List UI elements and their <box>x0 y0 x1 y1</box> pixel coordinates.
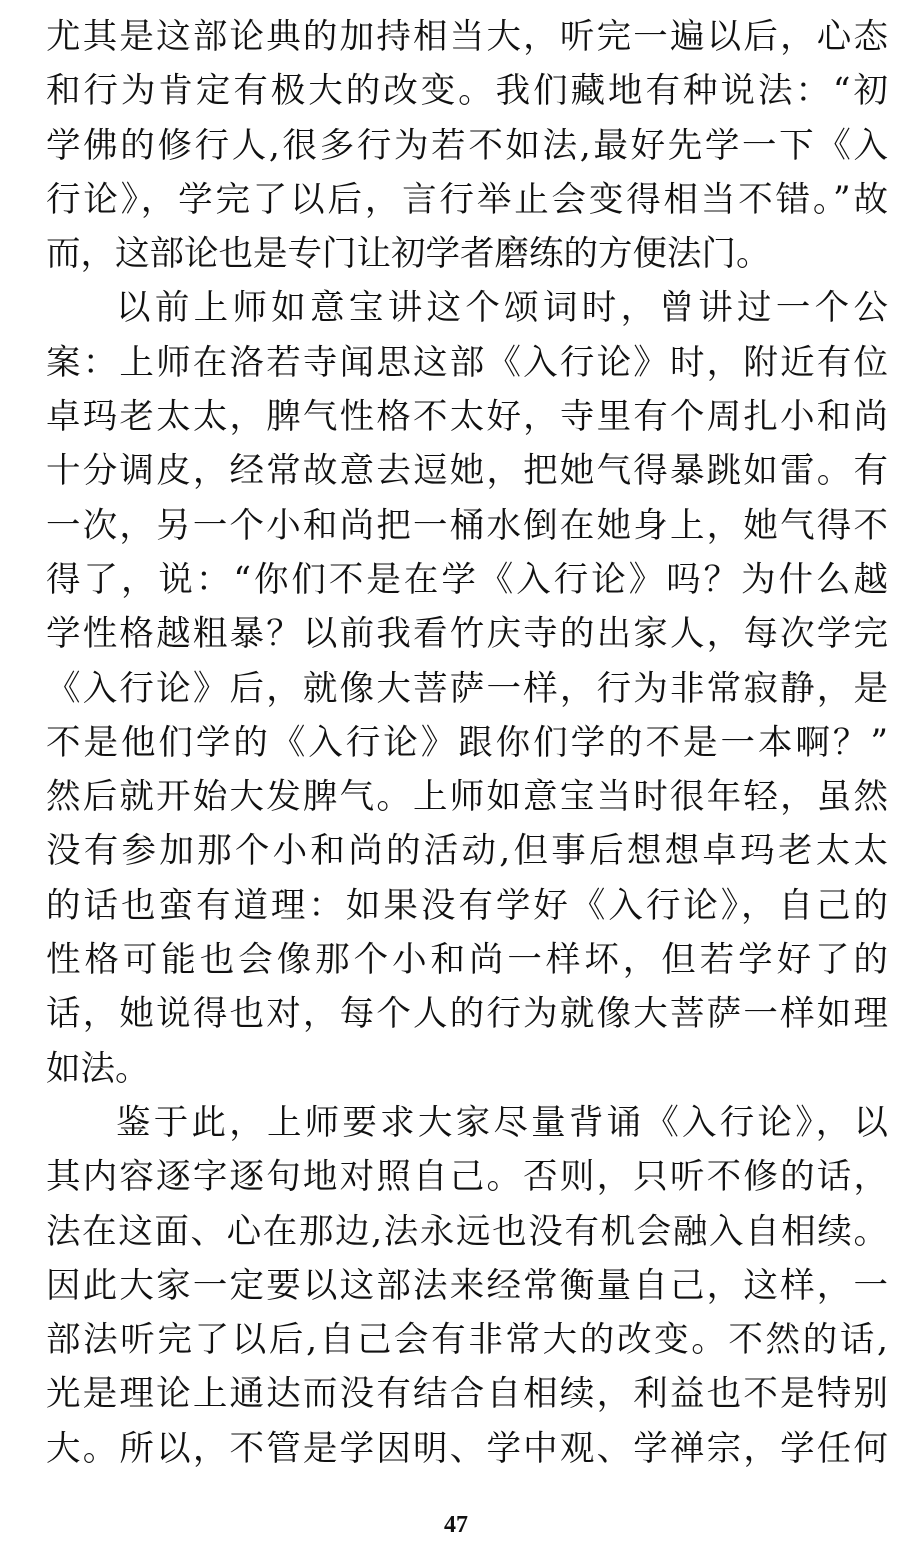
text-line: 没有参加那个小和尚的活动,但事后想想卓玛老太太 <box>46 831 888 872</box>
paragraph <box>46 10 888 281</box>
text-line: 一次，另一个小和尚把一桶水倒在她身上，她气得不 <box>46 505 888 546</box>
text-line: 卓玛老太太，脾气性格不太好，寺里有个周扎小和尚 <box>46 397 888 438</box>
paragraph <box>46 281 888 1095</box>
text-line: 和行为肯定有极大的改变。我们藏地有种说法：“初 <box>46 71 888 112</box>
text-line: 不是他们学的《入行论》跟你们学的不是一本啊？” <box>46 722 888 763</box>
page-number: 47 <box>444 1512 468 1538</box>
text-line: 话，她说得也对，每个人的行为就像大菩萨一样如理 <box>46 994 888 1035</box>
text-line: 案：上师在洛若寺闻思这部《入行论》时，附近有位 <box>46 342 888 383</box>
text-line: 学佛的修行人,很多行为若不如法,最好先学一下《入 <box>46 125 888 166</box>
text-line: 性格可能也会像那个小和尚一样坏，但若学好了的 <box>46 940 888 981</box>
text-line: 的话也蛮有道理：如果没有学好《入行论》，自己的 <box>46 885 888 926</box>
text-line: 鉴于此，上师要求大家尽量背诵《入行论》，以 <box>116 1102 888 1143</box>
text-line: 部法听完了以后,自己会有非常大的改变。不然的话, <box>46 1320 888 1361</box>
text-line: 光是理论上通达而没有结合自相续，利益也不是特别 <box>46 1374 888 1415</box>
text-line: 如法。 <box>46 1048 150 1089</box>
text-line: 行论》，学完了以后，言行举止会变得相当不错。”故 <box>46 179 888 220</box>
text-line: 尤其是这部论典的加持相当大，听完一遍以后，心态 <box>46 17 888 57</box>
text-line: 因此大家一定要以这部法来经常衡量自己，这样，一 <box>46 1265 888 1306</box>
text-line: 而，这部论也是专门让初学者磨练的方便法门。 <box>46 234 771 275</box>
text-line: 其内容逐字逐句地对照自己。否则，只听不修的话， <box>46 1157 888 1198</box>
paragraph <box>46 1096 888 1476</box>
text-line: 然后就开始大发脾气。上师如意宝当时很年轻，虽然 <box>46 777 888 818</box>
body-text <box>46 10 888 1476</box>
text-line: 得了，说：“你们不是在学《入行论》吗？为什么越 <box>46 559 888 600</box>
text-line: 学性格越粗暴？以前我看竹庆寺的出家人，每次学完 <box>46 614 888 655</box>
text-line: 《入行论》后，就像大菩萨一样，行为非常寂静，是 <box>46 668 888 709</box>
text-line: 法在这面、心在那边,法永远也没有机会融入自相续。 <box>46 1211 888 1252</box>
text-line: 以前上师如意宝讲这个颂词时，曾讲过一个公 <box>116 288 888 329</box>
text-line: 十分调皮，经常故意去逗她，把她气得暴跳如雷。有 <box>46 451 888 492</box>
text-line: 大。所以，不管是学因明、学中观、学禅宗，学任何 <box>46 1428 888 1469</box>
